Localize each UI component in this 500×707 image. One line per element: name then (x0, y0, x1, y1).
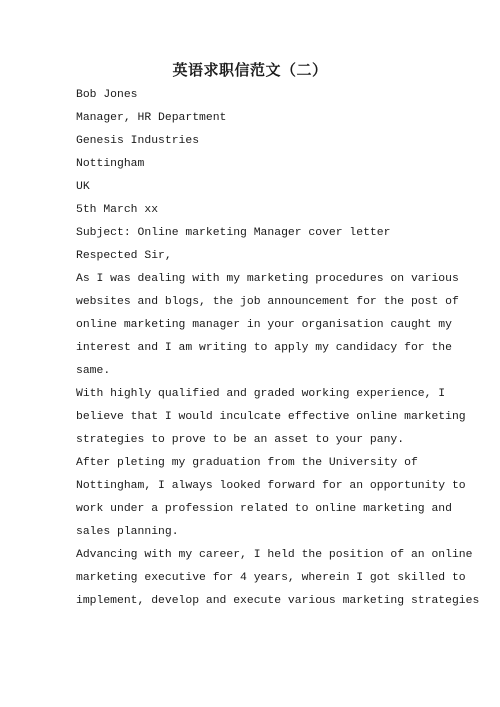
text-line: online marketing manager in your organisation caught my (76, 319, 452, 331)
letter-date: 5th March xx (76, 204, 159, 216)
letter-body (76, 84, 480, 613)
text-line: interest and I am writing to apply my candidacy for the (76, 342, 452, 354)
text-line: marketing executive for 4 years, wherein I got skilled to (76, 572, 466, 584)
letter-salutation: Respected Sir, (76, 250, 172, 262)
text-line: strategies to prove to be an asset to your pany. (76, 434, 405, 446)
text-line: Nottingham, I always looked forward for an opportunity to (76, 480, 466, 492)
recipient-company: Genesis Industries (76, 135, 200, 147)
text-line: sales planning. (76, 526, 179, 538)
text-line: With highly qualified and graded working experience, I (76, 388, 446, 400)
text-line: work under a profession related to online marketing and (76, 503, 452, 515)
text-line: Advancing with my career, I held the position of an online (76, 549, 473, 561)
letter-subject: Subject: Online marketing Manager cover letter (76, 227, 391, 239)
document-title: 英语求职信范文（二） (172, 61, 328, 79)
text-line: As I was dealing with my marketing procedures on various (76, 273, 459, 285)
recipient-city: Nottingham (76, 158, 145, 170)
text-line: believe that I would inculcate effective online marketing (76, 411, 466, 423)
text-line: implement, develop and execute various marketing strategies (76, 595, 480, 607)
text-line: After pleting my graduation from the University of (76, 457, 418, 469)
recipient-country: UK (76, 181, 90, 193)
recipient-position: Manager, HR Department (76, 112, 227, 124)
text-line: websites and blogs, the job announcement for the post of (76, 296, 459, 308)
recipient-name: Bob Jones (76, 89, 138, 101)
text-line: same. (76, 365, 111, 377)
